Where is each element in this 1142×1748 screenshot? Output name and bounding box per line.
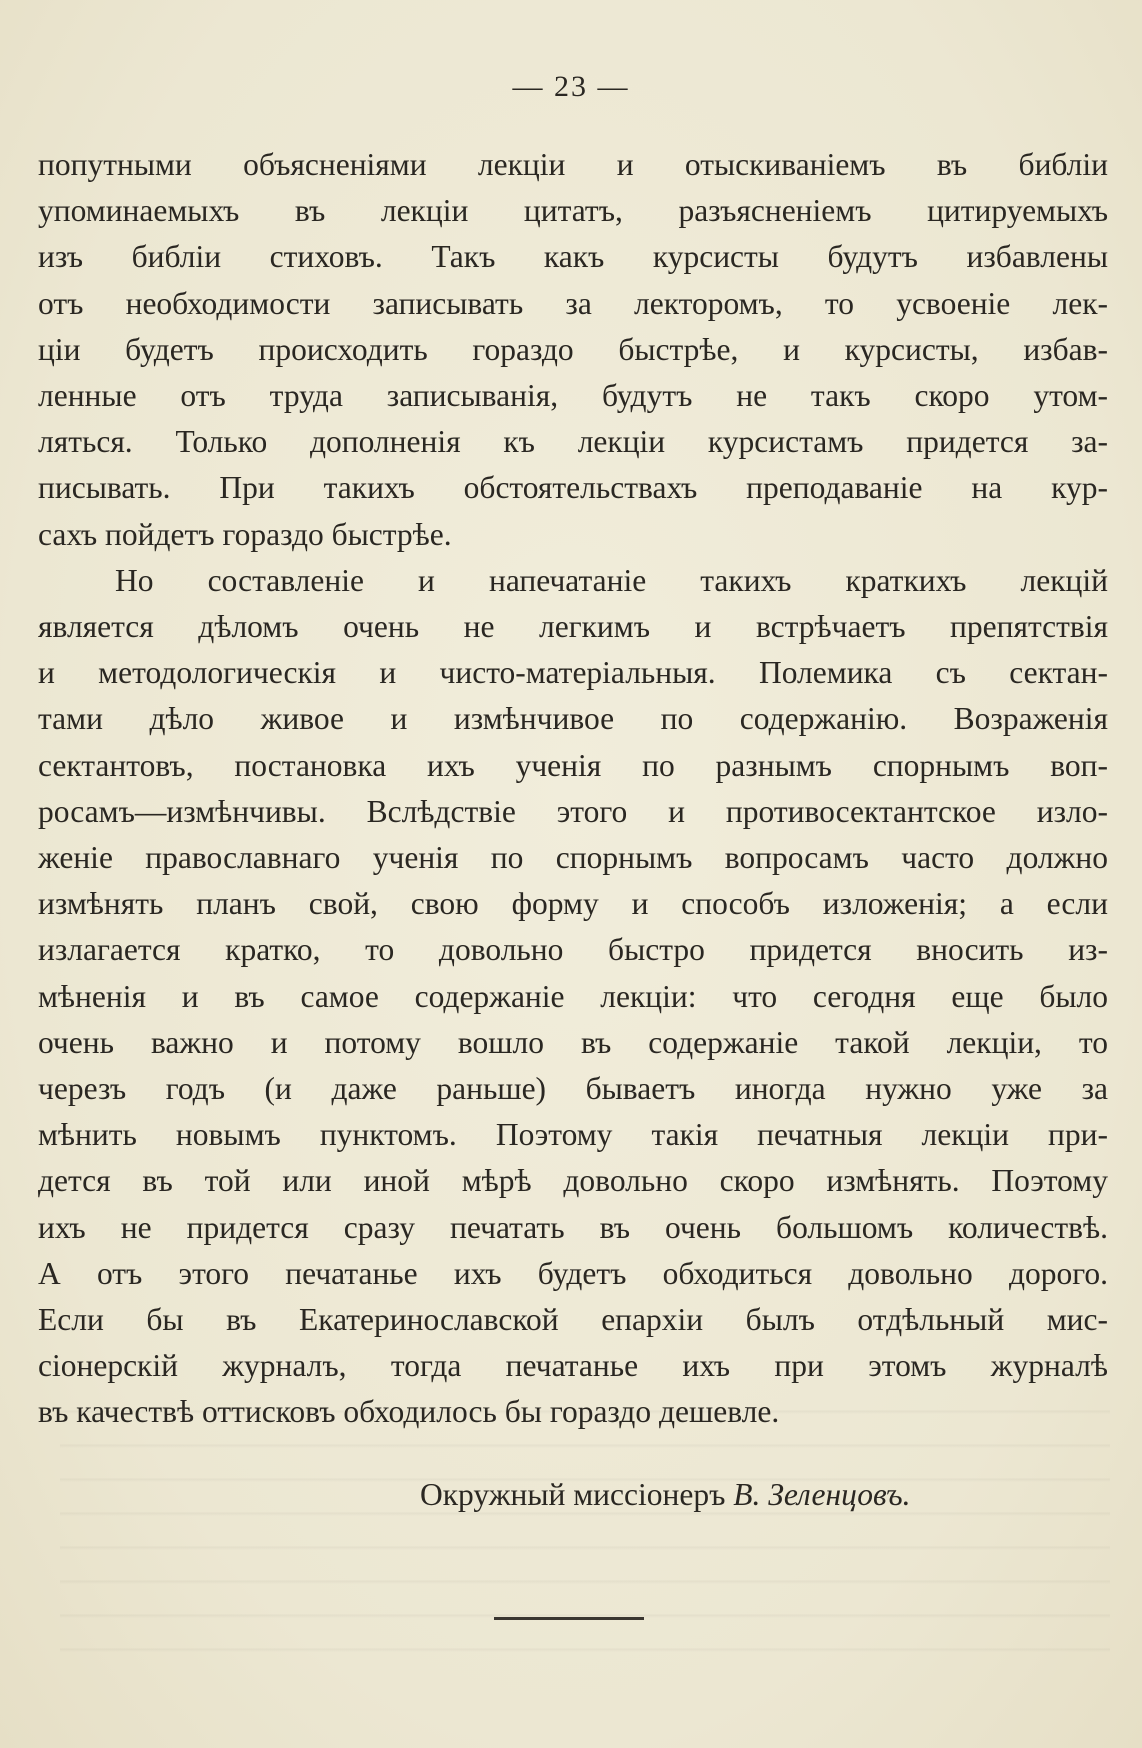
text-line: излагается кратко, то довольно быстро придется вносить из- xyxy=(38,932,1108,968)
text-line: измѣнять планъ свой, свою форму и способъ изложенія; а если xyxy=(38,886,1108,922)
text-line: сектантовъ, постановка ихъ ученія по разнымъ спорнымъ воп- xyxy=(38,747,1108,783)
text-line: Но составленіе и напечатаніе такихъ краткихъ лекцій xyxy=(115,562,1108,598)
text-line: ляться. Только дополненія къ лекціи курсистамъ придется за- xyxy=(38,424,1108,460)
body-text xyxy=(38,142,1108,1436)
text-line: и методологическія и чисто-матеріальныя. Полемика съ сектан- xyxy=(38,655,1108,691)
text-line: изъ библіи стиховъ. Такъ какъ курсисты будутъ избавлены xyxy=(38,239,1108,275)
text-line: является дѣломъ очень не легкимъ и встрѣчаетъ препятствія xyxy=(38,609,1108,645)
text-line: А отъ этого печатанье ихъ будетъ обходиться довольно дорого. xyxy=(38,1255,1108,1291)
text-line: отъ необходимости записывать за лекторомъ, то усвоеніе лек- xyxy=(38,285,1108,321)
text-line: дется въ той или иной мѣрѣ довольно скоро измѣнять. Поэтому xyxy=(38,1163,1108,1199)
paragraph-1 xyxy=(38,142,1108,558)
page-number: — 23 — xyxy=(512,70,630,103)
text-line: попутными объясненіями лекціи и отыскиваніемъ въ библіи xyxy=(38,147,1108,182)
text-line: сахъ пойдетъ гораздо быстрѣе. xyxy=(38,516,452,552)
text-line: женіе православнаго ученія по спорнымъ вопросамъ часто должно xyxy=(38,840,1108,876)
paragraph-2 xyxy=(38,558,1108,1436)
text-line: черезъ годъ (и даже раньше) бываетъ иногда нужно уже за xyxy=(38,1071,1108,1107)
text-line: мѣнить новымъ пунктомъ. Поэтому такія печатныя лекціи при- xyxy=(38,1117,1108,1153)
signature-title: Окружный миссіонеръ xyxy=(420,1477,726,1512)
section-divider xyxy=(494,1617,644,1620)
text-line: мѣненія и въ самое содержаніе лекціи: что сегодня еще было xyxy=(38,978,1108,1014)
signature-name: В. Зеленцовъ. xyxy=(733,1477,911,1512)
text-line: Если бы въ Екатеринославской епархіи былъ отдѣльный мис- xyxy=(38,1302,1108,1338)
signature xyxy=(420,1472,1080,1518)
text-line: ленные отъ труда записыванія, будутъ не такъ скоро утом- xyxy=(38,378,1108,414)
text-line: ихъ не придется сразу печатать въ очень большомъ количествѣ. xyxy=(38,1209,1108,1245)
text-line: росамъ—измѣнчивы. Вслѣдствіе этого и противосектантское изло- xyxy=(38,793,1108,829)
text-line: ціи будетъ происходить гораздо быстрѣе, и курсисты, избав- xyxy=(38,331,1108,367)
text-line: упоминаемыхъ въ лекціи цитатъ, разъясненіемъ цитируемыхъ xyxy=(38,193,1108,229)
text-line: писывать. При такихъ обстоятельствахъ преподаваніе на кур- xyxy=(38,470,1108,506)
text-line: тами дѣло живое и измѣнчивое по содержанію. Возраженія xyxy=(38,701,1108,737)
text-line: очень важно и потому вошло въ содержаніе такой лекціи, то xyxy=(38,1024,1108,1060)
text-line: сіонерскій журналъ, тогда печатанье ихъ при этомъ журналѣ xyxy=(38,1348,1108,1384)
text-line: въ качествѣ оттисковъ обходилось бы гораздо дешевле. xyxy=(38,1394,780,1430)
